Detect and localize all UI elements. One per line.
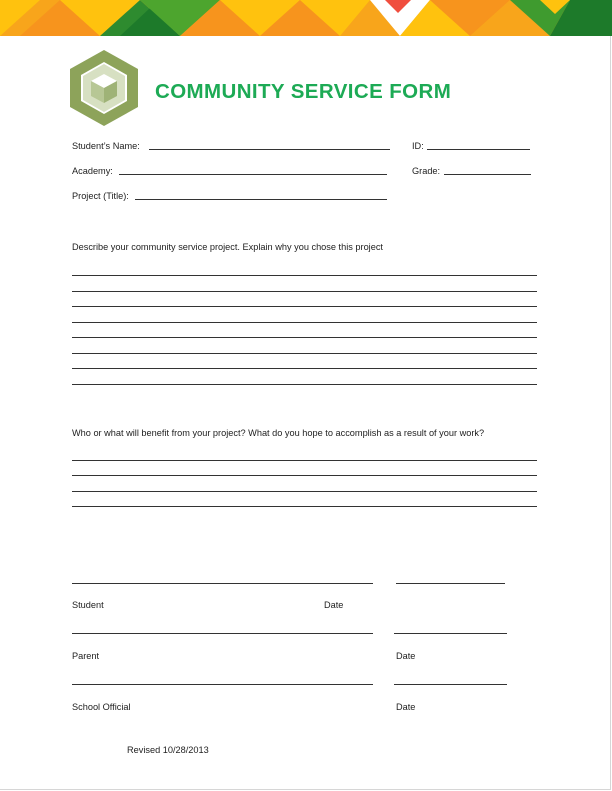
answer-line-7[interactable]: [72, 368, 537, 369]
id-label: ID:: [412, 141, 424, 151]
id-field[interactable]: [427, 149, 530, 150]
answer-line-2[interactable]: [72, 291, 537, 292]
answer-line-6[interactable]: [72, 353, 537, 354]
question-who-benefits: Who or what will benefit from your project? What do you hope to accomplish as a result of your work?: [72, 428, 485, 438]
parent-signature-line[interactable]: [72, 633, 373, 634]
academy-label: Academy:: [72, 166, 113, 176]
answer-line-3[interactable]: [72, 306, 537, 307]
student-signature-line[interactable]: [72, 583, 373, 584]
student-signature-label: Student: [72, 600, 104, 610]
revised-date: Revised 10/28/2013: [127, 745, 209, 755]
official-signature-line[interactable]: [72, 684, 373, 685]
official-date-label: Date: [396, 702, 416, 712]
official-date-line[interactable]: [394, 684, 507, 685]
form-title: COMMUNITY SERVICE FORM: [155, 80, 452, 103]
parent-date-line[interactable]: [394, 633, 507, 634]
student-date-line[interactable]: [396, 583, 505, 584]
project-title-label: Project (Title):: [72, 191, 129, 201]
academy-field[interactable]: [119, 174, 387, 175]
answer-line-9[interactable]: [72, 460, 537, 461]
question-describe-project: Describe your community service project. Explain why you chose this project: [72, 242, 383, 252]
answer-line-5[interactable]: [72, 337, 537, 338]
grade-field[interactable]: [444, 174, 531, 175]
answer-line-11[interactable]: [72, 491, 537, 492]
student-name-field[interactable]: [149, 149, 390, 150]
answer-line-1[interactable]: [72, 275, 537, 276]
student-name-label: Student’s Name:: [72, 141, 140, 151]
answer-line-8[interactable]: [72, 384, 537, 385]
answer-line-12[interactable]: [72, 506, 537, 507]
cube-logo-icon: [70, 50, 138, 126]
answer-line-4[interactable]: [72, 322, 537, 323]
student-date-label: Date: [324, 600, 344, 610]
parent-signature-label: Parent: [72, 651, 100, 661]
header-banner: [0, 0, 612, 36]
parent-date-label: Date: [396, 651, 416, 661]
school-official-label: School Official: [72, 702, 131, 712]
project-title-field[interactable]: [135, 199, 387, 200]
grade-label: Grade:: [412, 166, 441, 176]
answer-line-10[interactable]: [72, 475, 537, 476]
